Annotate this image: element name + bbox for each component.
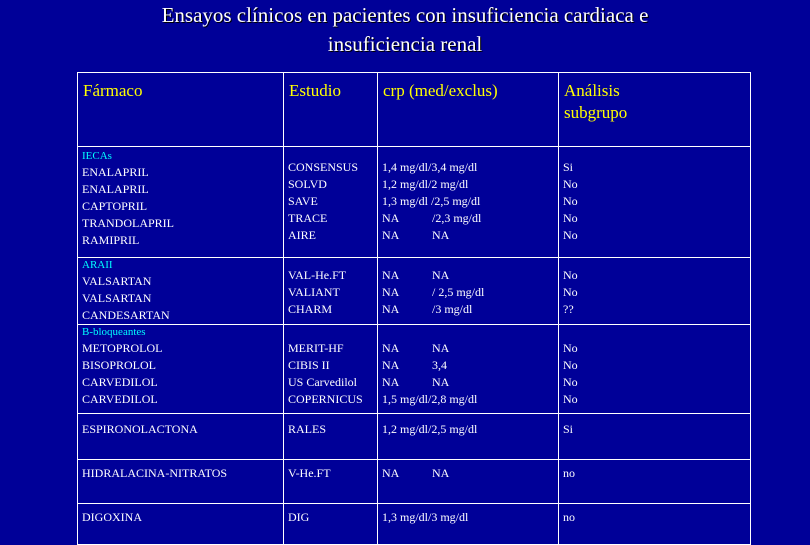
trials-table (77, 72, 751, 545)
crp-value (382, 267, 558, 284)
cell-subgroup-bbloqueantes (559, 325, 751, 414)
subgroup-value: No (563, 177, 578, 191)
crp-a: NA (382, 268, 400, 282)
cell-drug: DIGOXINA (78, 504, 284, 545)
table-row-bbloqueantes (78, 325, 751, 414)
table-row-hidralacina-nitratos (78, 460, 751, 504)
crp-a: 1,3 mg/dl /2,5 mg/dl (382, 194, 481, 208)
crp-b: NA (432, 268, 450, 282)
crp-a: NA (382, 358, 400, 372)
subgroup-value: No (563, 341, 578, 355)
drug-name: ENALAPRIL (82, 165, 149, 179)
table-row-araii (78, 258, 751, 325)
group-title-araii: ARAII (82, 259, 113, 271)
study-name: CHARM (288, 302, 333, 316)
table-row-iecas (78, 147, 751, 258)
crp-b: NA (432, 228, 450, 242)
crp-a: NA (382, 375, 400, 389)
crp-value (382, 301, 558, 318)
study-name: VALIANT (288, 285, 340, 299)
cell-study: V-He.FT (284, 460, 378, 504)
cell-crp (378, 414, 559, 460)
cell-studies-bbloqueantes (284, 325, 378, 414)
header-farmaco: Fármaco (78, 73, 284, 147)
subgroup-value: No (563, 358, 578, 372)
slide-title-line-1: Ensayos clínicos en pacientes con insuficiencia cardiaca e (161, 3, 649, 27)
crp-b: NA (432, 341, 450, 355)
cell-crp-araii (378, 258, 559, 325)
crp-b: / 2,5 mg/dl (432, 285, 485, 299)
table-row-espironolactona (78, 414, 751, 460)
cell-crp-bbloqueantes (378, 325, 559, 414)
crp-a: 1,3 mg/dl/3 mg/dl (382, 510, 469, 524)
crp-b: /2,3 mg/dl (432, 211, 482, 225)
drug-name: VALSARTAN (82, 274, 152, 288)
crp-value (382, 340, 558, 357)
study-name: CIBIS II (288, 358, 330, 372)
group-title-bbloqueantes: B-bloqueantes (82, 326, 146, 338)
header-analisis-line-2: subgrupo (564, 103, 628, 122)
crp-a: NA (382, 466, 400, 480)
header-analisis-line-1: Análisis (564, 81, 620, 100)
subgroup-value: No (563, 268, 578, 282)
cell-drugs-bbloqueantes (78, 325, 284, 414)
drug-name: TRANDOLAPRIL (82, 216, 174, 230)
study-name: CONSENSUS (288, 160, 359, 174)
cell-studies-iecas (284, 147, 378, 258)
trials-table-container (77, 72, 750, 522)
study-name: TRACE (288, 211, 328, 225)
cell-study: DIG (284, 504, 378, 545)
study-name: SAVE (288, 194, 318, 208)
cell-crp-iecas (378, 147, 559, 258)
crp-value (382, 210, 558, 227)
cell-subgroup: no (559, 504, 751, 545)
crp-a: 1,2 mg/dl/2,5 mg/dl (382, 422, 478, 436)
study-name: US Carvedilol (288, 375, 357, 389)
study-name: COPERNICUS (288, 392, 363, 406)
drug-name: CARVEDILOL (82, 375, 158, 389)
crp-value (382, 176, 558, 193)
drug-name: VALSARTAN (82, 291, 152, 305)
group-title-iecas: IECAs (82, 150, 112, 162)
drug-name: RAMIPRIL (82, 233, 140, 247)
cell-studies-araii (284, 258, 378, 325)
header-analisis-subgrupo (559, 73, 751, 147)
drug-name: CANDESARTAN (82, 308, 170, 322)
slide-title-line-2: insuficiencia renal (327, 32, 483, 56)
crp-a: 1,2 mg/dl/2 mg/dl (382, 177, 469, 191)
header-crp: crp (med/exclus) (378, 73, 559, 147)
crp-a: NA (382, 302, 400, 316)
slide-title (40, 1, 770, 59)
subgroup-value: ?? (563, 302, 574, 316)
subgroup-value: No (563, 285, 578, 299)
crp-a: NA (382, 228, 400, 242)
cell-subgroup: Si (559, 414, 751, 460)
drug-name: METOPROLOL (82, 341, 163, 355)
cell-subgroup-araii (559, 258, 751, 325)
crp-a: NA (382, 285, 400, 299)
cell-drugs-iecas (78, 147, 284, 258)
drug-name: BISOPROLOL (82, 358, 157, 372)
crp-b: NA (432, 466, 450, 480)
table-header-row (78, 73, 751, 147)
subgroup-value: No (563, 211, 578, 225)
cell-drugs-araii (78, 258, 284, 325)
subgroup-value: No (563, 228, 578, 242)
crp-value (382, 159, 558, 176)
cell-study: RALES (284, 414, 378, 460)
drug-name: ENALAPRIL (82, 182, 149, 196)
header-estudio: Estudio (284, 73, 378, 147)
study-name: AIRE (288, 228, 316, 242)
crp-value (382, 193, 558, 210)
crp-value (382, 284, 558, 301)
crp-b: /3 mg/dl (432, 302, 473, 316)
crp-value (382, 227, 558, 244)
subgroup-value: Si (563, 160, 574, 174)
crp-value (382, 391, 558, 408)
crp-value (382, 374, 558, 391)
crp-value (382, 357, 558, 374)
subgroup-value: No (563, 194, 578, 208)
table-row-digoxina (78, 504, 751, 545)
crp-a: NA (382, 341, 400, 355)
crp-a: NA (382, 211, 400, 225)
cell-subgroup: no (559, 460, 751, 504)
cell-drug: HIDRALACINA-NITRATOS (78, 460, 284, 504)
subgroup-value: No (563, 392, 578, 406)
cell-crp (378, 460, 559, 504)
crp-b: NA (432, 375, 450, 389)
crp-b: 3,4 (432, 358, 447, 372)
study-name: SOLVD (288, 177, 327, 191)
study-name: MERIT-HF (288, 341, 344, 355)
cell-crp (378, 504, 559, 545)
cell-drug: ESPIRONOLACTONA (78, 414, 284, 460)
study-name: VAL-He.FT (288, 268, 347, 282)
crp-a: 1,5 mg/dl/2,8 mg/dl (382, 392, 478, 406)
subgroup-value: No (563, 375, 578, 389)
drug-name: CAPTOPRIL (82, 199, 148, 213)
cell-subgroup-iecas (559, 147, 751, 258)
drug-name: CARVEDILOL (82, 392, 158, 406)
crp-a: 1,4 mg/dl/3,4 mg/dl (382, 160, 478, 174)
